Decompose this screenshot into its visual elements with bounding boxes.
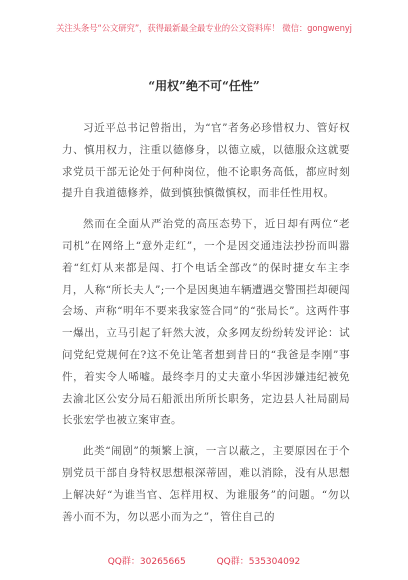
body-paragraph: 习近平总书记曾指出，为“官”者务必珍惜权力、管好权力、慎用权力，注重以德修身，以德立威，以德服众这就要求党员干部无论处于何种岗位，他不论职务高低，都应时刻提升自我道德修养，做到慎独慎微慎权，而非任性用权。 — [62, 122, 350, 200]
body-paragraph: 此类“闹剧”的频繁上演，一言以蔽之，主要原因在于个别党员干部自身特权思想根深蒂固，难以消除，没有从思想上解决好“为谁当官、怎样用权、为谁服务”的问题。“勿以善小而不为，勿以恶小而为之”，管住自己的 — [62, 445, 350, 523]
document-title: “用权”绝不可“任性” — [148, 79, 260, 93]
page-header-banner: 关注头条号“公文研究”，获得最新最全最专业的公文资料库！ 微信：gongwenyj — [56, 23, 352, 33]
body-paragraph: 然而在全面从严治党的高压态势下，近日却有两位“老司机”在网络上“意外走红”，一个是因交通违法抄扮而叫嚣着“红灯从来都是闯、打个电话全部改”的保时捷女车主李月，人称“所长夫人”;一个是因奥迪车辆遭遇交警围拦却硬闯会场、声称“明年不要来我家签合同”的“张局长”。这两件事一爆出，立马引起了轩然大波，众多网友纷纷转发评论：试问党纪党规何在?这不免让笔者想到昔日的“我爸是李刚”事件，着实令人唏嘘。最终李月的丈夫童小华因涉嫌违纪被免去渝北区公安分局石船派出所所长职务，定边县人社局副局长张宏学也被立案审查。 — [62, 218, 350, 427]
page-footer — [0, 554, 408, 567]
document-body — [62, 118, 350, 537]
footer-qq-group-1: QQ群：30265665 — [107, 557, 186, 567]
footer-qq-group-2: QQ群：535304092 — [216, 557, 301, 567]
